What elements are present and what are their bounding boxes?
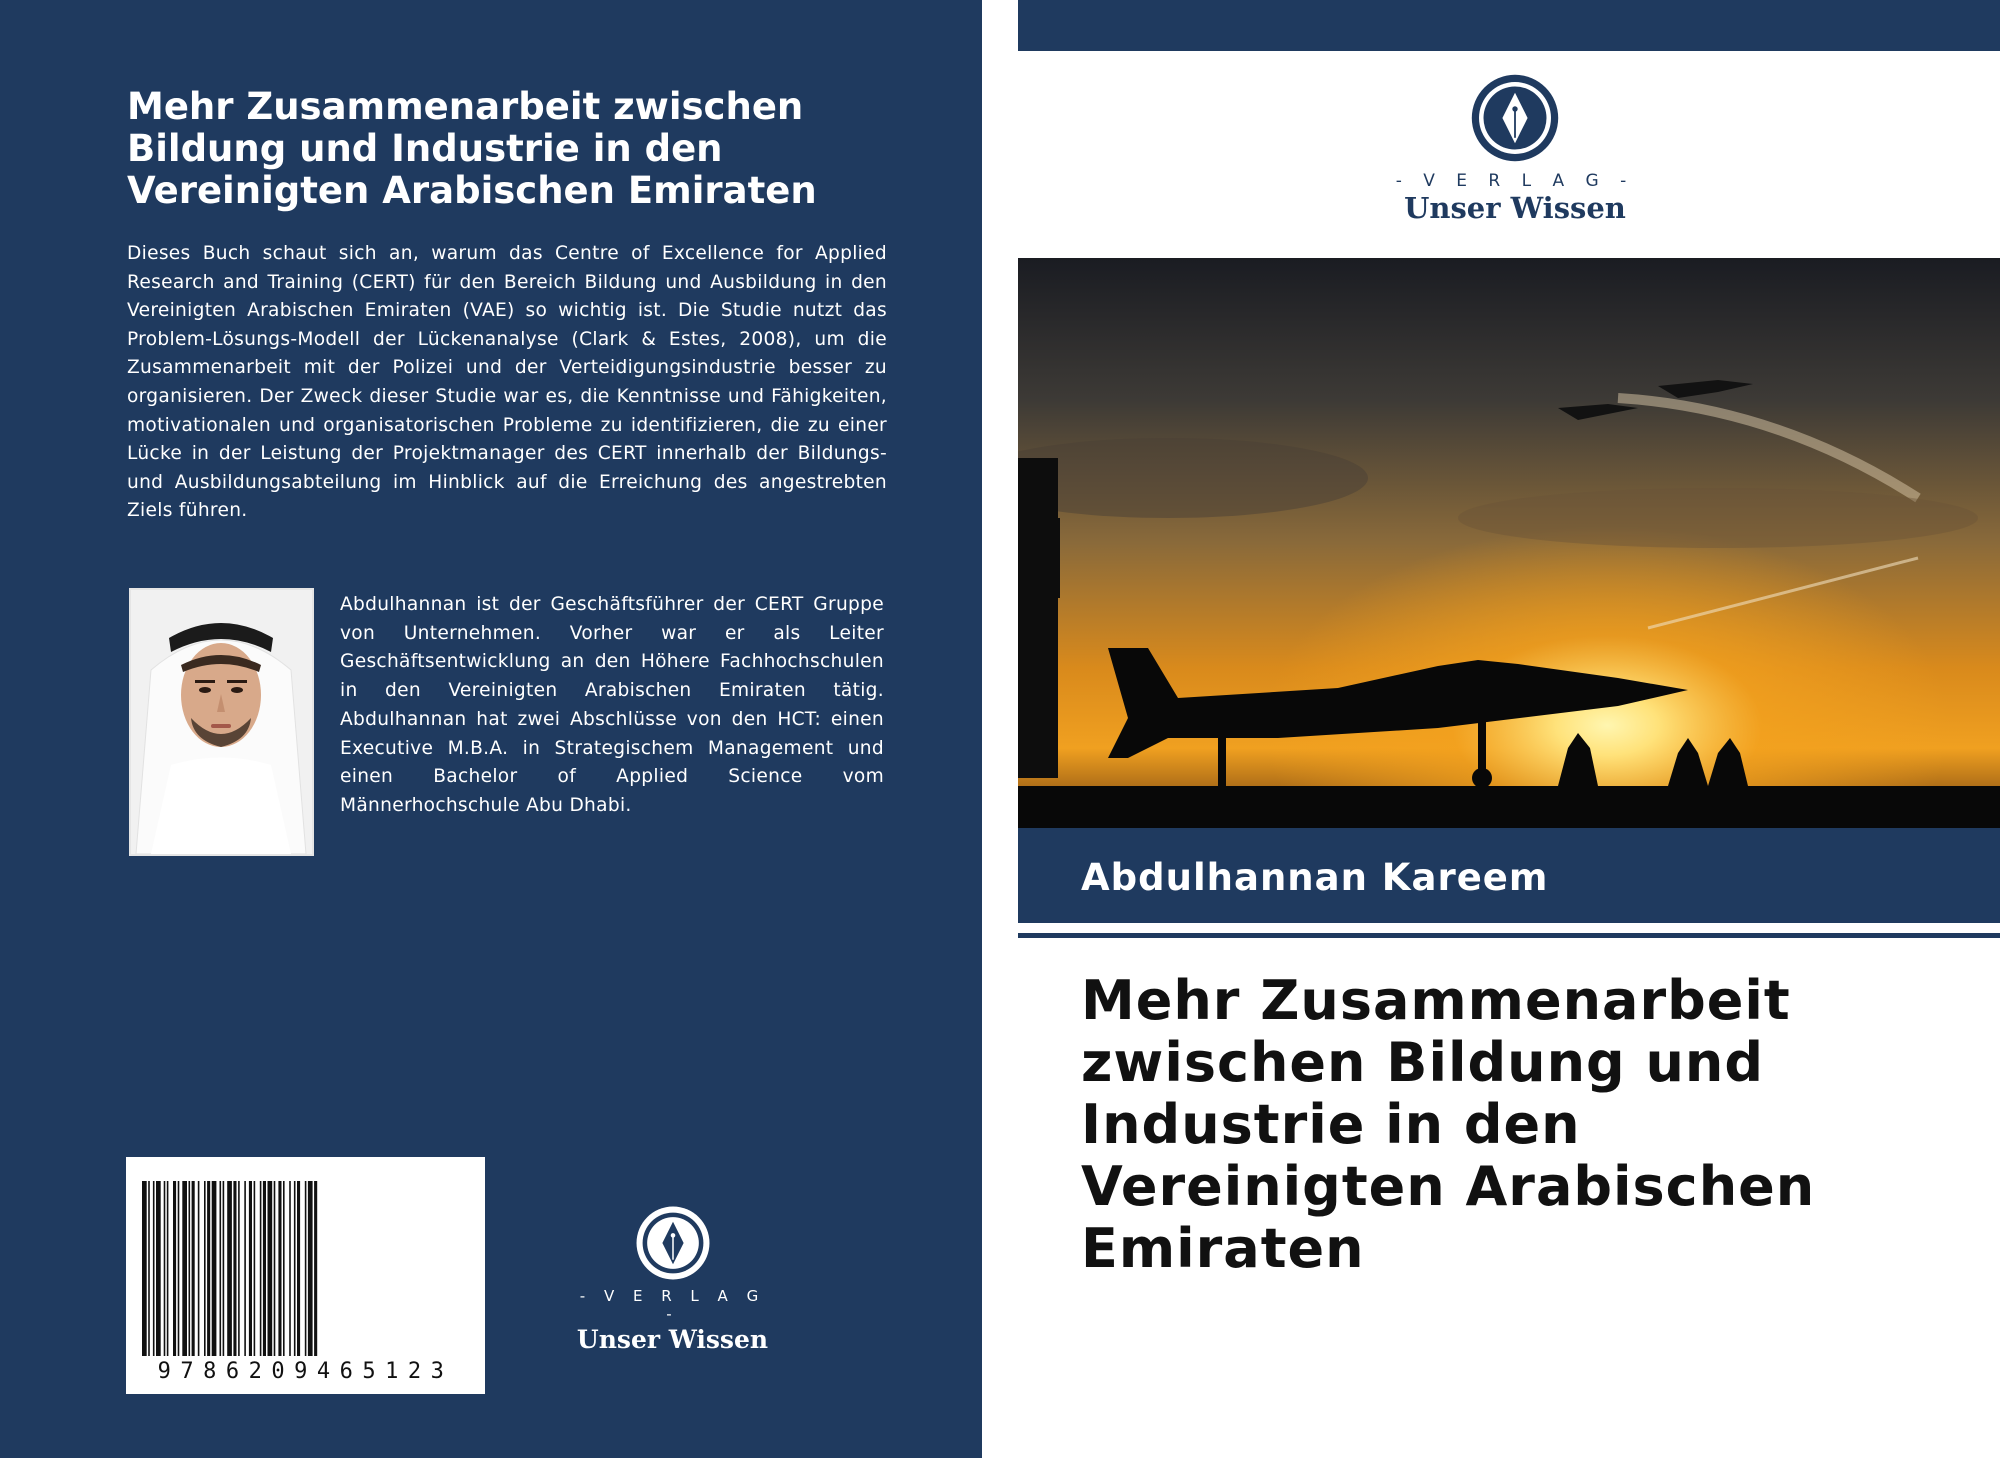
spine-gap [982,0,1018,1458]
barcode-bar [314,1181,317,1356]
barcode-bar [238,1181,240,1356]
barcode-bar [274,1181,276,1356]
barcode-bar [148,1181,150,1356]
barcode-bar [249,1181,252,1356]
isbn-number: 9786209465123 [157,1359,454,1384]
front-cover-title: Mehr Zusammenarbeit zwischen Bildung und Industrie in den Vereinigten Arabischen Emiraten [1081,969,1816,1280]
front-top-bar [1018,0,2000,51]
barcode-bar [192,1181,195,1356]
author-biography: Abdulhannan ist der Geschäftsführer der CERT Gruppe von Unternehmen. Vorher war er als Leiter Geschäftsentwicklung an den Höhere Fachhochschulen in den Vereinigten Arabischen Emiraten tätig. Abdulhannan hat zwei Abschlüsse von den HCT: einen Executive M.B.A. in Strategischem Management und einen Bachelor of Applied Science vom Männerhochschule Abu Dhabi. [340,594,884,816]
barcode-bar [189,1181,191,1356]
pen-nib-seal-icon [635,1205,711,1281]
isbn-barcode [126,1157,485,1394]
pen-nib-seal-icon [1470,73,1560,163]
author-name: Abdulhannan Kareem [1081,856,1549,899]
barcode-bar [268,1181,273,1356]
barcode-bar [254,1181,256,1356]
barcode-bar [308,1181,313,1356]
barcode-bar [153,1181,155,1356]
barcode-bar [223,1181,225,1356]
divider-line [1018,933,2000,938]
barcode-bar [212,1181,217,1356]
publisher-brand-name: Unser Wissen [576,1325,769,1354]
barcode-bar [294,1181,296,1356]
barcode-bar [178,1181,180,1356]
barcode-bar [305,1181,307,1356]
publisher-logo-back [575,1205,770,1354]
barcode-bar [297,1181,300,1356]
barcode-bar [283,1181,285,1356]
barcode-bar [289,1181,291,1356]
publisher-logo-front [1375,73,1655,225]
back-cover-title: Mehr Zusammenarbeit zwischen Bildung und Industrie in den Vereinigten Arabischen Emiraten [127,85,817,212]
barcode-bar [204,1181,206,1356]
barcode-bar [233,1181,236,1356]
barcode-bar [220,1181,222,1356]
publisher-brand-name: Unser Wissen [1404,191,1626,225]
author-name-bar [1018,828,2000,923]
barcode-bar [244,1181,246,1356]
back-cover [0,0,982,1458]
publisher-verlag-label: - V E R L A G - [1395,171,1635,191]
back-cover-blurb: Dieses Buch schaut sich an, warum das Centre of Excellence for Applied Research and Training (CERT) für den Bereich Bildung und Ausbildung in den Vereinigten Arabischen Emiraten (VAE) so wichtig ist. Die Studie nutzt das Problem-Lösungs-Modell der Lückenanalyse (Clark & Estes, 2008), um die Zusammenarbeit mit der Polizei und der Verteidigungsindustrie besser zu organisieren. Der Zweck dieser Studie war es, die Kenntnisse und Fähigkeiten, motivationalen und organisatorischen Probleme zu identifizieren, die zu einer Lücke in der Leistung der Projektmanager des CERT innerhalb der Bildungs- und Ausbildungsabteilung im Hinblick auf die Erreichung des angestrebten Ziels führen. [127,243,887,522]
cover-photo-fighter-jets-sunset [1018,258,2000,828]
barcode-bar [263,1181,266,1356]
barcode-bar [260,1181,262,1356]
barcode-bar [198,1181,200,1356]
barcode-bar [164,1181,166,1356]
barcode-bar [207,1181,210,1356]
barcode-bar [142,1181,147,1356]
barcode-bar [173,1181,176,1356]
publisher-verlag-label: - V E R L A G - [579,1287,766,1323]
front-cover [1018,0,2000,1458]
barcode-bar [182,1181,187,1356]
barcode-bars [140,1181,471,1356]
barcode-bar [278,1181,281,1356]
author-portrait-photo [129,588,314,856]
barcode-bar [156,1181,161,1356]
barcode-bar [167,1181,169,1356]
barcode-bar [227,1181,232,1356]
